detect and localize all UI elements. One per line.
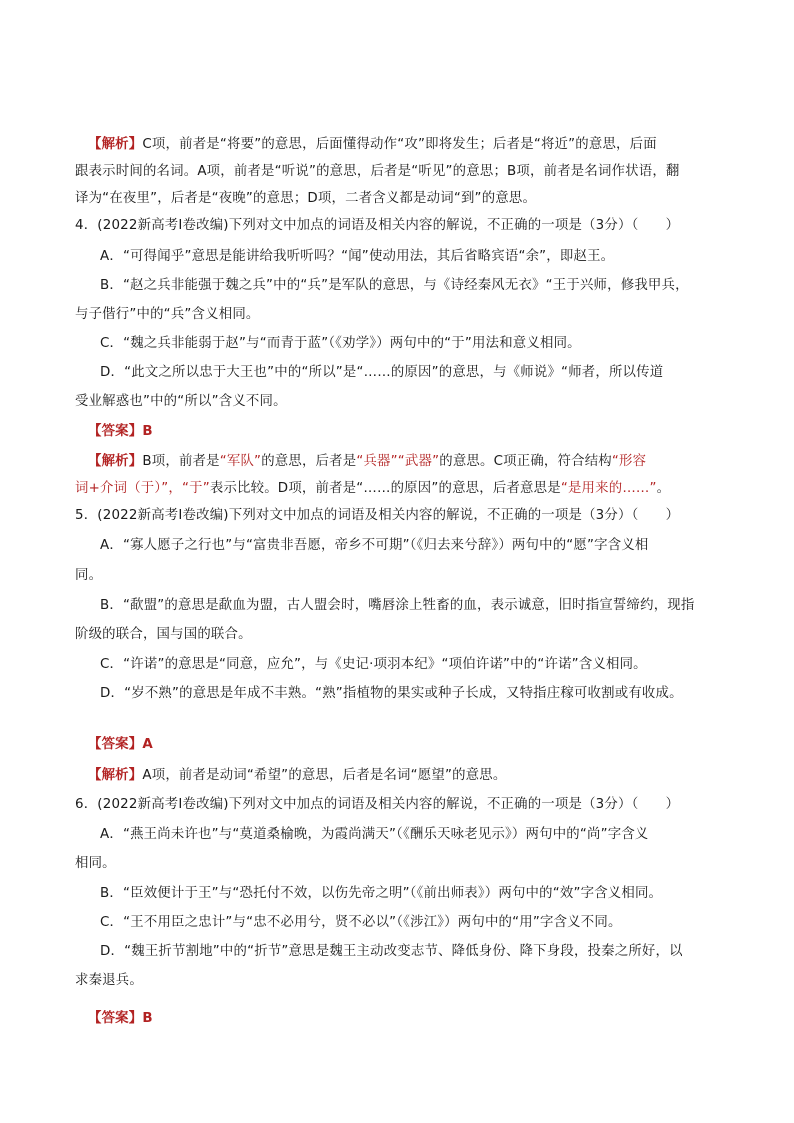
question-stem: 6．(2022新高考Ⅰ卷改编)下列对文中加点的词语及相关内容的解说，不正确的一项是（3分）（ ）	[75, 797, 680, 812]
answer-value: A	[142, 737, 153, 752]
highlight-text: 词+介词（于）”，“于”	[75, 481, 210, 496]
question-stem: 5．(2022新高考Ⅰ卷改编)下列对文中加点的词语及相关内容的解说，不正确的一项是（3分）（ ）	[75, 508, 680, 523]
highlight-text: “军队”	[219, 454, 262, 469]
answer-value: B	[142, 424, 153, 439]
answer-option: 求秦退兵。	[75, 973, 143, 988]
answer-value: B	[142, 1011, 153, 1026]
answer-option: 与子偕行”中的“兵”含义相同。	[75, 307, 260, 322]
answer-option: D．“魏王折节割地”中的“折节”意思是魏王主动改变志节、降低身份、降下身段，投秦之所好，以	[100, 944, 683, 959]
explanation-text: 。	[656, 481, 671, 496]
explanation-text: 译为“在夜里”，后者是“夜晚”的意思；D项，二者含义都是动词“到”的意思。	[75, 191, 537, 206]
answer-option: A．“可得闻乎”意思是能讲给我听听吗？“闻”使动用法，其后省略宾语“余”，即赵王。	[100, 249, 615, 264]
explanation-label: 【解析】	[88, 137, 143, 152]
explanation-text: 跟表示时间的名词。A项，前者是“听说”的意思，后者是“听见”的意思；B项，前者是名词作状语，翻	[75, 164, 680, 179]
answer-label: 【答案】	[88, 737, 143, 752]
explanation-text: A项，前者是动词“希望”的意思，后者是名词“愿望”的意思。	[142, 768, 507, 783]
explanation-text: 的意思。C项正确，符合结构	[439, 454, 612, 469]
explanation-text: 的意思，后者是	[261, 454, 357, 469]
answer-option: C．“魏之兵非能弱于赵”与“而青于蓝”（《劝学》）两句中的“于”用法和意义相同。	[100, 336, 581, 351]
answer-option: 同。	[75, 568, 103, 583]
answer-option: C．“许诺”的意思是“同意，应允”，与《史记·项羽本纪》“项伯许诺”中的“许诺”含义相同。	[100, 657, 647, 672]
answer-line	[88, 1010, 153, 1028]
highlight-text: “形容	[611, 454, 647, 469]
answer-option: A．“寡人愿子之行也”与“富贵非吾愿，帝乡不可期”（《归去来兮辞》）两句中的“愿”字含义相	[100, 538, 649, 553]
answer-line	[88, 423, 153, 441]
explanation-line	[75, 480, 670, 498]
highlight-text: “是用来的……”	[560, 481, 657, 496]
explanation-line	[75, 190, 536, 208]
explanation-line	[88, 136, 657, 154]
explanation-text: 表示比较。D项，前者是“……的原因”的意思，后者意思是	[209, 481, 561, 496]
explanation-line	[88, 767, 506, 785]
answer-line	[88, 736, 153, 754]
answer-option: B．“歃盟”的意思是歃血为盟，古人盟会时，嘴唇涂上牲畜的血，表示诚意，旧时指宣誓缔约，现指	[100, 598, 695, 613]
explanation-text: C项，前者是“将要”的意思，后面懂得动作“攻”即将发生；后者是“将近”的意思，后面	[142, 137, 657, 152]
answer-option: 相同。	[75, 856, 116, 871]
explanation-label: 【解析】	[88, 768, 143, 783]
explanation-line	[75, 163, 680, 181]
explanation-label: 【解析】	[88, 454, 143, 469]
answer-option: B．“臣效便计于王”与“恐托付不效，以伤先帝之明”（《前出师表》）两句中的“效”字含义相同。	[100, 886, 663, 901]
explanation-line	[88, 453, 646, 471]
answer-option: C．“王不用臣之忠计”与“忠不必用兮，贤不必以”（《涉江》）两句中的“用”字含义不同。	[100, 915, 622, 930]
answer-label: 【答案】	[88, 1011, 143, 1026]
answer-option: D．“此文之所以忠于大王也”中的“所以”是“……的原因”的意思，与《师说》“师者，所以传道	[100, 365, 664, 380]
explanation-text: B项，前者是	[142, 454, 220, 469]
question-stem: 4．(2022新高考Ⅰ卷改编)下列对文中加点的词语及相关内容的解说，不正确的一项是（3分）（ ）	[75, 218, 680, 233]
answer-option: 阶级的联合，国与国的联合。	[75, 627, 252, 642]
answer-option: D．“岁不熟”的意思是年成不丰熟。“熟”指植物的果实或种子长成，又特指庄稼可收割或有收成。	[100, 686, 683, 701]
answer-option: 受业解惑也”中的“所以”含义不同。	[75, 394, 287, 409]
highlight-text: “兵器”“武器”	[356, 454, 440, 469]
answer-label: 【答案】	[88, 424, 143, 439]
answer-option: A．“燕王尚未许也”与“莫道桑榆晚，为霞尚满天”（《酬乐天咏老见示》）两句中的“尚”字含义	[100, 827, 649, 842]
answer-option: B．“赵之兵非能强于魏之兵”中的“兵”是军队的意思，与《诗经秦风无衣》“王于兴师，修我甲兵，	[100, 278, 689, 293]
